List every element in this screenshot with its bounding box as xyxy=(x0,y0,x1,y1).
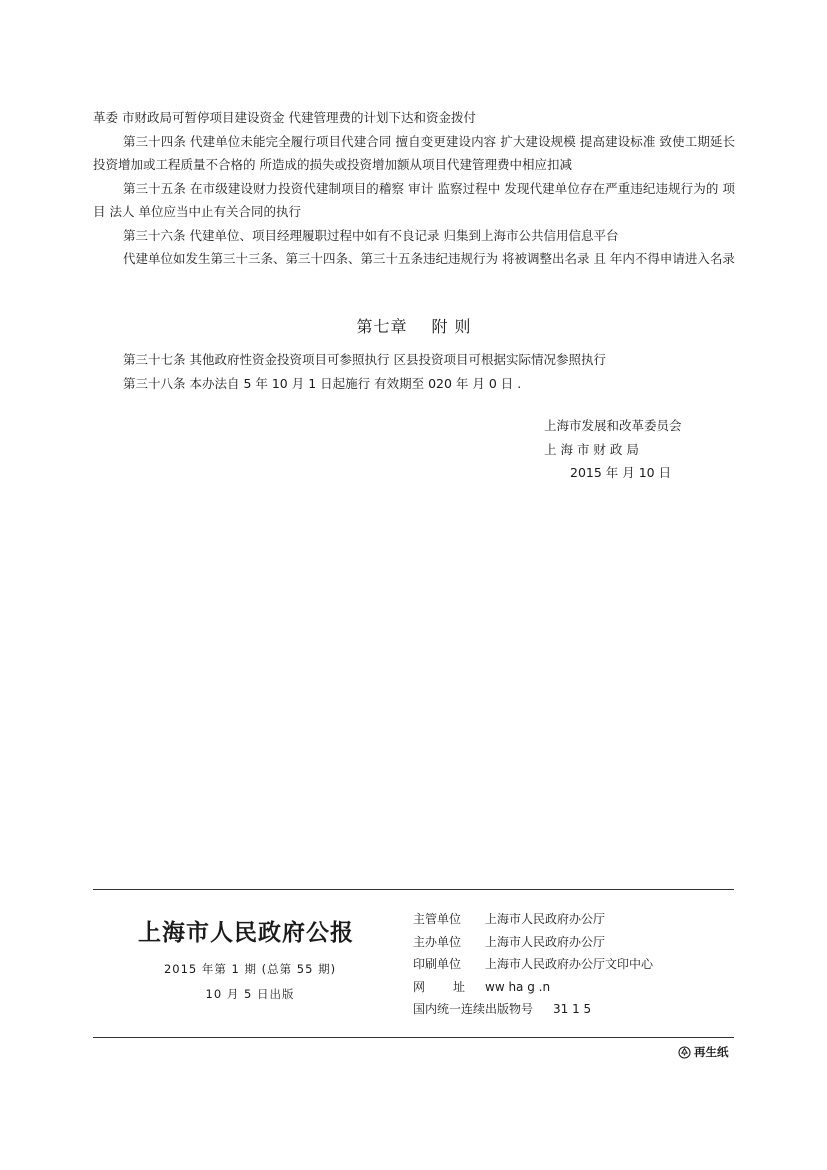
paragraph-continuation: 革委 市财政局可暂停项目建设资金 代建管理费的计划下达和资金拨付 xyxy=(93,110,476,125)
info-value: 上海市人民政府办公厅 xyxy=(485,934,606,949)
article-36-clause: 代建单位如发生第三十三条、第三十四条、第三十五条违纪违规行为 将被调整出名录 且 年内不得申请进入名录 xyxy=(123,251,735,266)
info-row xyxy=(413,953,653,976)
recycled-paper-label: 再生纸 xyxy=(694,1045,729,1059)
recycled-paper-mark xyxy=(678,1044,729,1060)
chapter-heading xyxy=(93,314,735,337)
info-row xyxy=(413,931,653,954)
article-37: 第三十七条 其他政府性资金投资项目可参照执行 区县投资项目可根据实际情况参照执行 xyxy=(123,352,606,367)
issue-date: 2015 年 月 10 日 xyxy=(570,465,672,480)
article-36: 第三十六条 代建单位、项目经理履职过程中如有不良记录 归集到上海市公共信用信息平台 xyxy=(123,227,619,243)
issuer-finance: 上 海 市 财 政 局 xyxy=(544,441,639,457)
info-label: 印刷单位 xyxy=(413,957,462,971)
article-35: 第三十五条 在市级建设财力投资代建制项目的稽察 审计 监察过程中 发现代建单位存在严重违纪违规行为的 项目 法人 单位应当中止有关合同的执行 xyxy=(93,180,735,219)
info-value: ww ha g .n xyxy=(485,979,551,994)
chapter-title: 附 则 xyxy=(431,317,472,336)
article-38: 第三十八条 本办法自 5 年 10 月 1 日起施行 有效期至 020 年 月 0 日 . xyxy=(123,375,522,391)
gazette-masthead xyxy=(130,914,370,1002)
info-row xyxy=(413,908,653,931)
footer-top-rule xyxy=(93,889,734,890)
publisher-info xyxy=(413,908,653,1021)
issuer-ndrc: 上海市发展和改革委员会 xyxy=(544,418,682,433)
publication-date: 10 月 5 日出版 xyxy=(205,987,295,1001)
info-value: 上海市人民政府办公厅 xyxy=(485,912,606,926)
gazette-title: 上海市人民政府公报 xyxy=(138,919,354,946)
info-label: 主管单位 xyxy=(413,912,462,926)
signature-block xyxy=(544,414,682,485)
article-34: 第三十四条 代建单位未能完全履行项目代建合同 擅自变更建设内容 扩大建设规模 提高建设标准 致使工期延长 投资增加或工程质量不合格的 所造成的损失或投资增加额从项目代建管理费中相应扣减 xyxy=(93,133,735,172)
footer-bottom-rule xyxy=(93,1037,734,1038)
article-body xyxy=(93,106,735,271)
info-label: 网址 xyxy=(413,979,494,994)
info-label: 国内统一连续出版物号 xyxy=(413,1002,534,1016)
info-label: 主办单位 xyxy=(413,934,462,949)
info-row xyxy=(413,998,653,1021)
info-value: 31 1 5 xyxy=(553,1002,592,1016)
issue-number: 2015 年第 1 期 (总第 55 期) xyxy=(163,962,337,976)
info-value: 上海市人民政府办公厅文印中心 xyxy=(485,957,654,971)
article-body-final xyxy=(93,348,735,395)
recycle-icon xyxy=(678,1046,691,1059)
chapter-number: 第七章 xyxy=(356,317,408,336)
info-row xyxy=(413,976,653,999)
